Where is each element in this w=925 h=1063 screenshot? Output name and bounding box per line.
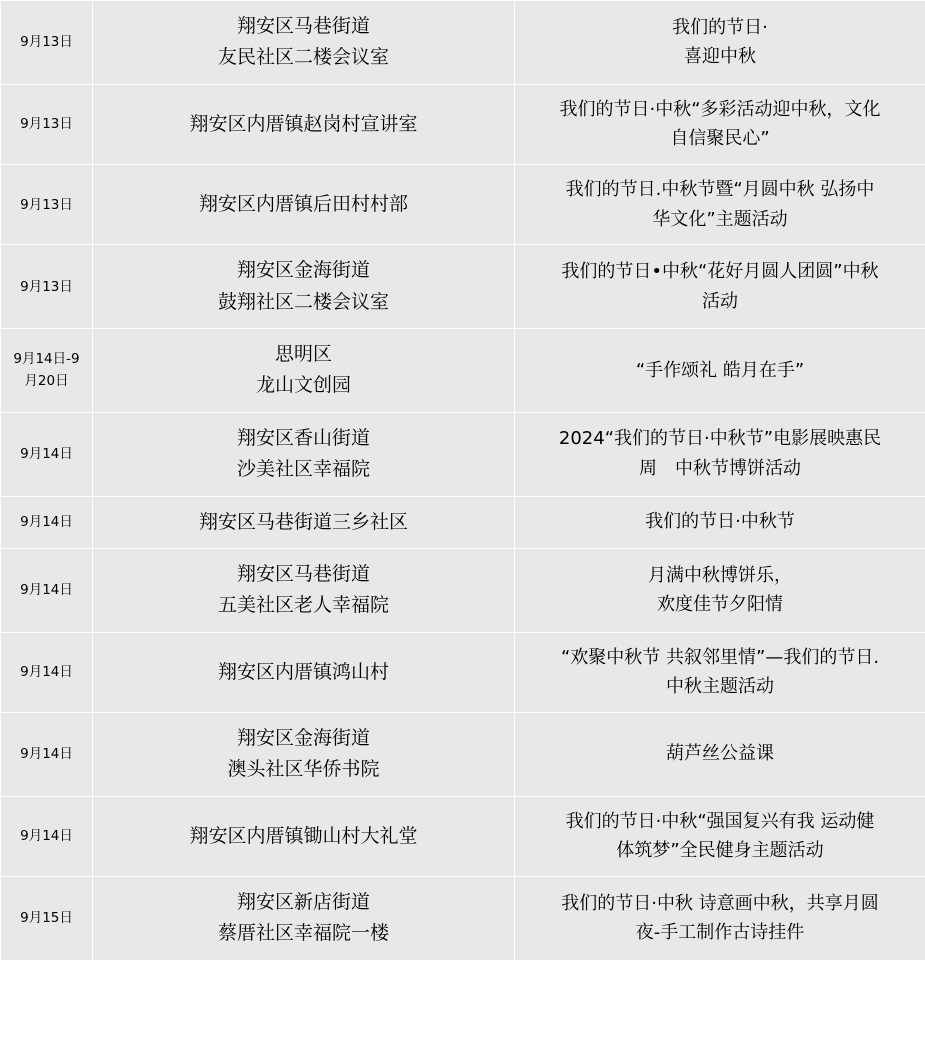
cell-activity-line: 夜-手工制作古诗挂件 [635,922,805,944]
cell-activity-line: 葫芦丝公益课 [666,743,774,765]
cell-date: 9月13日 [1,84,93,164]
cell-location [93,1,515,85]
cell-date: 9月13日 [1,165,93,245]
cell-location [93,329,515,413]
cell-activity-line: 自信聚民心” [670,128,770,150]
cell-activity [515,496,925,548]
cell-date: 9月14日 [1,632,93,712]
cell-activity [515,548,925,632]
table-row [1,548,925,632]
cell-date: 9月14日 [1,712,93,796]
cell-activity-line: “手作颂礼 皓月在手” [635,359,805,381]
table-row [1,1,925,85]
cell-location [93,412,515,496]
cell-activity-line: 喜迎中秋 [684,46,756,68]
cell-date: 9月13日 [1,1,93,85]
cell-location-line: 澳头社区华侨书院 [227,758,380,781]
table-row [1,412,925,496]
cell-location-line: 翔安区马巷街道三乡社区 [198,510,408,533]
cell-location-line: 翔安区内厝镇后田村村部 [198,193,408,216]
cell-location [93,876,515,960]
cell-location-line: 翔安区内厝镇鸿山村 [217,660,389,683]
cell-location [93,245,515,329]
cell-location-line: 龙山文创园 [255,374,351,397]
table-row [1,165,925,245]
cell-activity-line: 我们的节日·中秋“多彩活动迎中秋，文化 [559,98,881,120]
cell-location-line: 翔安区香山街道 [236,426,370,449]
cell-location-line: 翔安区内厝镇赵岗村宣讲室 [189,112,418,135]
cell-activity-line: “欢聚中秋节 共叙邻里情”—我们的节日. [560,646,880,668]
table-row [1,84,925,164]
table-row [1,496,925,548]
cell-activity-line: 我们的节日•中秋“花好月圆人团圆”中秋 [561,261,879,283]
cell-activity-line: 我们的节日·中秋 诗意画中秋，共享月圆 [561,892,879,914]
cell-activity-line: 活动 [702,290,738,312]
cell-location-line: 思明区 [274,343,332,366]
schedule-table-body [1,1,925,961]
cell-location [93,165,515,245]
cell-activity [515,84,925,164]
table-row [1,632,925,712]
cell-date: 9月15日 [1,876,93,960]
cell-activity [515,412,925,496]
cell-location-line: 翔安区金海街道 [236,259,370,282]
cell-date: 9月14日 [1,496,93,548]
table-row [1,329,925,413]
cell-date: 9月14日 [1,548,93,632]
cell-location-line: 翔安区新店街道 [236,890,370,913]
cell-activity-line: 周 中秋节博饼活动 [639,458,801,480]
cell-location [93,84,515,164]
table-row [1,876,925,960]
cell-activity-line: 中秋主题活动 [666,676,774,698]
cell-date: 9月13日 [1,245,93,329]
cell-activity [515,712,925,796]
cell-location [93,496,515,548]
cell-date: 9月14日 [1,796,93,876]
cell-activity-line: 体筑梦”全民健身主题活动 [616,840,824,862]
table-row [1,796,925,876]
cell-location-line: 鼓翔社区二楼会议室 [217,290,389,313]
cell-activity [515,165,925,245]
cell-activity-line: 我们的节日·中秋“强国复兴有我 运动健 [565,810,875,832]
cell-location [93,548,515,632]
cell-location-line: 沙美社区幸福院 [236,458,370,481]
cell-date: 9月14日 [1,412,93,496]
cell-location-line: 蔡厝社区幸福院一楼 [217,922,389,945]
cell-date: 9月14日-9月20日 [1,329,93,413]
cell-activity [515,245,925,329]
table-row [1,245,925,329]
table-row [1,712,925,796]
cell-activity [515,876,925,960]
cell-location [93,712,515,796]
cell-activity [515,632,925,712]
cell-activity-line: 我们的节日.中秋节暨“月圆中秋 弘扬中 [565,179,875,201]
cell-activity [515,329,925,413]
cell-location-line: 友民社区二楼会议室 [217,46,389,69]
cell-location-line: 翔安区马巷街道 [236,15,370,37]
cell-activity-line: 欢度佳节夕阳情 [657,594,783,616]
cell-location-line: 翔安区内厝镇锄山村大礼堂 [189,824,418,847]
cell-location-line: 五美社区老人幸福院 [217,594,389,617]
cell-activity-line: 2024“我们的节日·中秋节”电影展映惠民 [558,428,882,450]
cell-activity-line: 我们的节日· [672,16,768,38]
cell-activity [515,1,925,85]
cell-location-line: 翔安区金海街道 [236,726,370,749]
cell-location-line: 翔安区马巷街道 [236,562,370,585]
cell-location [93,796,515,876]
cell-activity-line: 我们的节日·中秋节 [645,511,795,533]
cell-location [93,632,515,712]
cell-activity-line: 月满中秋博饼乐， [648,564,792,586]
cell-activity-line: 华文化”主题活动 [652,208,788,230]
cell-activity [515,796,925,876]
